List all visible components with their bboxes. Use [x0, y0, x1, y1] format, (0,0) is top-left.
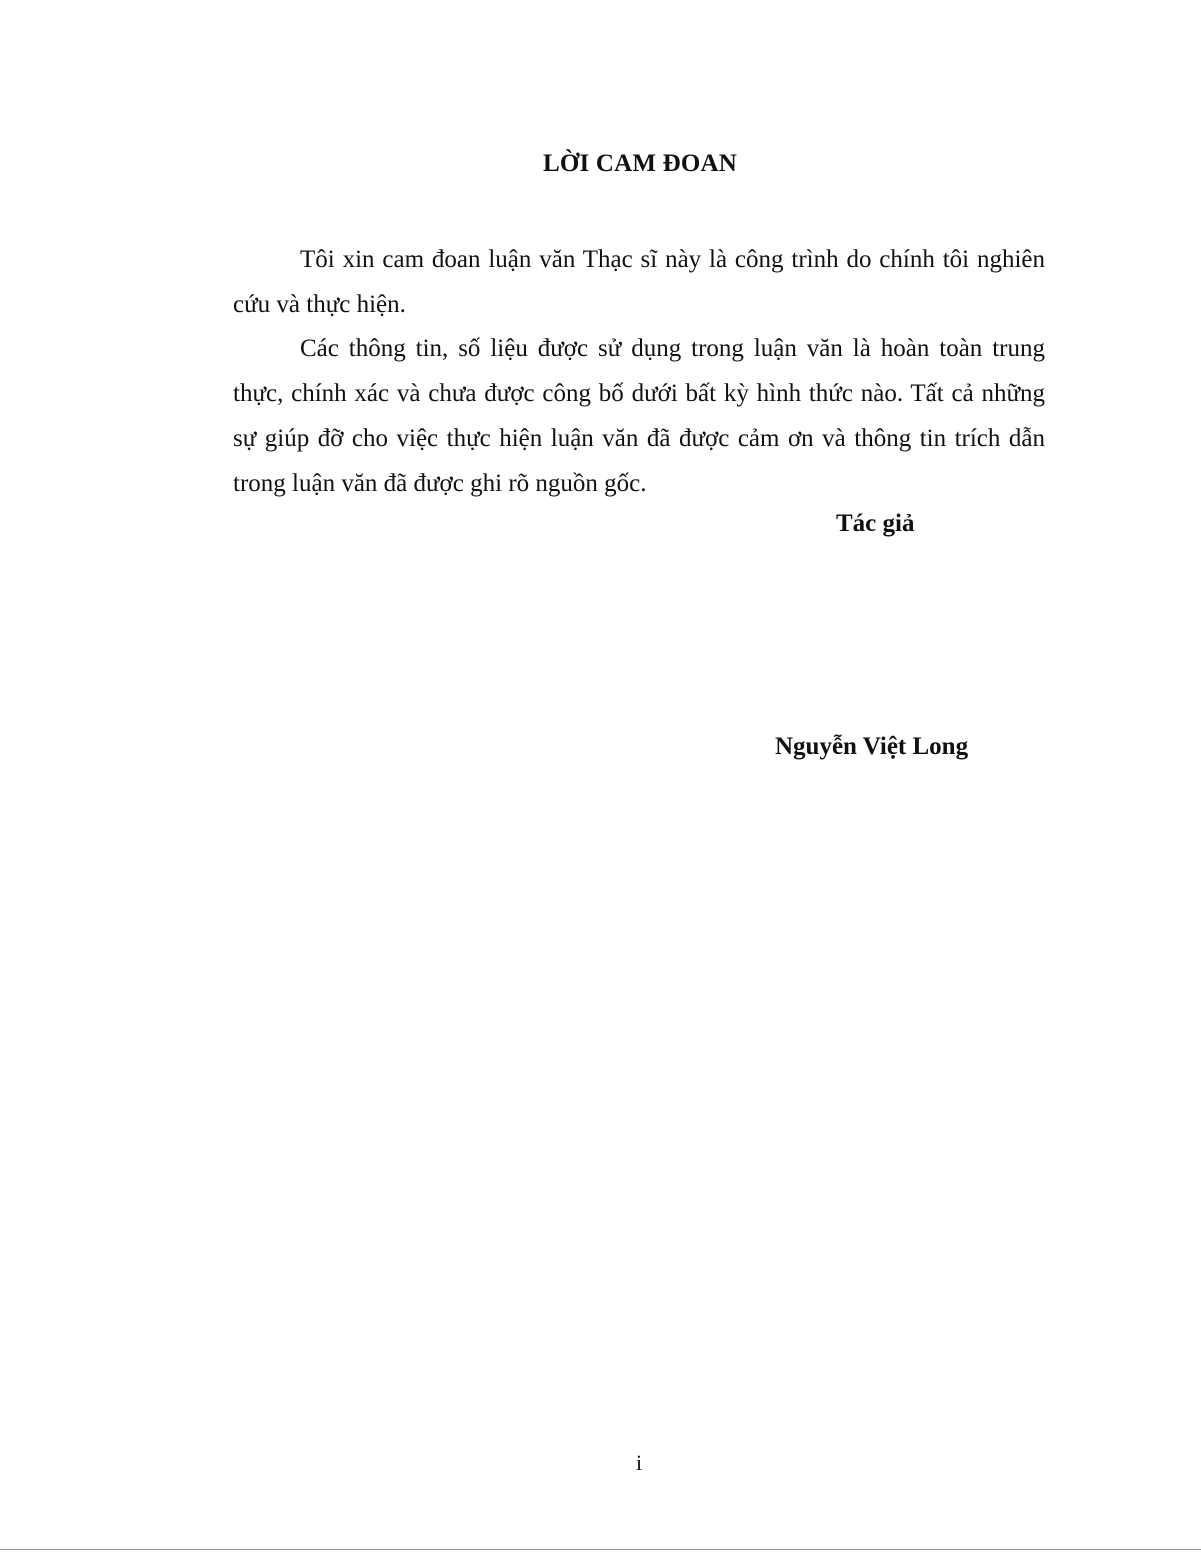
- page-number: i: [635, 1450, 643, 1475]
- declaration-paragraph-2: Các thông tin, số liệu được sử dụng trong luận văn là hoàn toàn trung thực, chính xác và chưa được công bố dưới bất kỳ hình thức nào. Tất cả những sự giúp đỡ cho việc thực hiện luận văn đã được cảm ơn và thông tin trích dẫn trong luận văn đã được ghi rõ nguồn gốc.: [233, 335, 1045, 497]
- author-label: Tác giả: [836, 510, 915, 537]
- declaration-paragraph-1: Tôi xin cam đoan luận văn Thạc sĩ này là công trình do chính tôi nghiên cứu và thực hiện.: [233, 246, 1045, 318]
- declaration-body: [233, 238, 1045, 506]
- bottom-divider: [0, 1549, 1201, 1550]
- author-name: Nguyễn Việt Long: [775, 733, 969, 760]
- page-title: LỜI CAM ĐOAN: [542, 150, 738, 177]
